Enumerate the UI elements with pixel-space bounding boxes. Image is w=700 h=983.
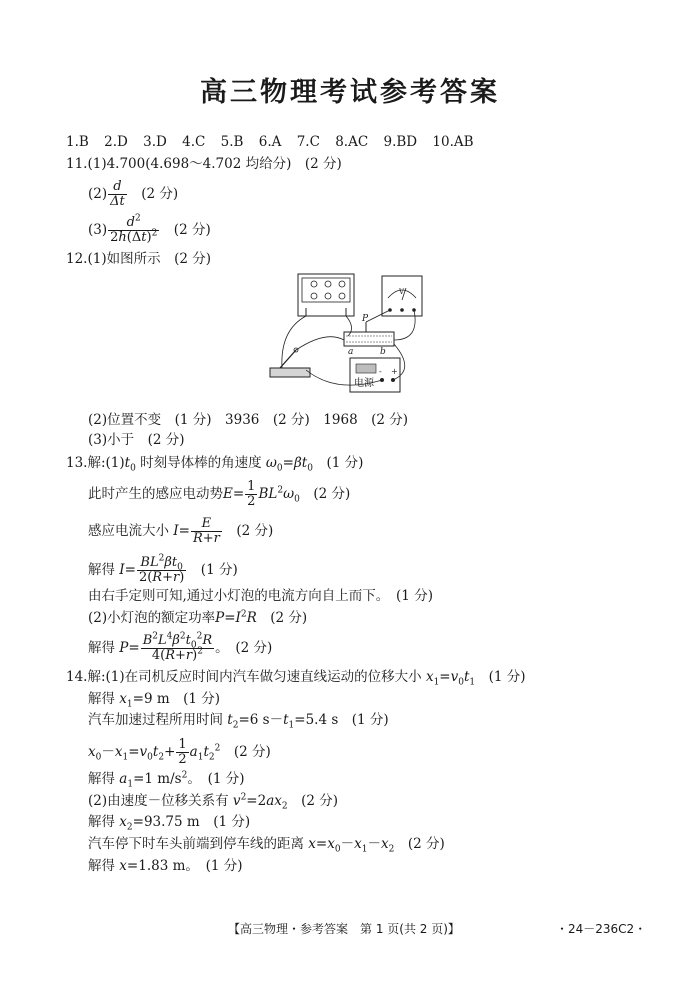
q11-line1: 11.(1)4.700(4.698～4.702 均给分) (2 分) (66, 156, 342, 172)
q14-line5: 解得 $a_1=1$ $m/s^2$。 (1 分) (88, 770, 245, 790)
power-supply-label: 电源 (354, 378, 374, 389)
q13-line2: 此时产生的感应电动势E= $\frac{1}{2}$ $BL^2\omega_0$ (2 分) (88, 479, 351, 509)
q14-line3: 汽车加速过程所用时间 $t_2=6$ $s-t_1=5.4$ s (1 分) (88, 712, 389, 731)
rheostat (344, 332, 394, 346)
mcq-answer: 2.D (104, 134, 128, 150)
meter-letter: V (399, 288, 405, 296)
q14-line1: 14.解:(1)在司机反应时间内汽车做匀速直线运动的位移大小 $x_1=v_0t_1$ (1 分) (66, 669, 526, 688)
q12-line2: (2)位置不变 (1 分) 3936 (2 分) 1968 (2 分) (88, 412, 409, 428)
q13-line4: 解得 I= $\frac{BL^2\beta t_0}{2(R+r)}$ (1 分) (88, 553, 238, 585)
switch-base (270, 368, 310, 377)
q14-line6: (2)由速度－位移关系有 $v^2=2ax_2$ (2 分) (88, 792, 339, 812)
q13-line3: 感应电流大小 I= $\frac{E}{R+r}$ (2 分) (88, 516, 274, 546)
mcq-answer: 9.BD (383, 134, 418, 150)
q11-line3: (3) $\frac{d^2}{2h(\Delta t)^2}$ (2 分) (88, 213, 211, 245)
mcq-answer: 1.B (66, 134, 89, 150)
q14-line2: 解得 $x_1=9$ m (1 分) (88, 691, 221, 710)
q13-line5: 由右手定则可知,通过小灯泡的电流方向自上而下。 (1 分) (88, 588, 433, 604)
fraction-d2-over-2h: $\frac{d^2}{2h(\Delta t)^2}$ (110, 213, 158, 245)
q14-line7: 解得 $x_2=93.75$ m (1 分) (88, 814, 251, 833)
page-title: 高三物理考试参考答案 (200, 77, 500, 108)
mcq-answer: 3.D (143, 134, 167, 150)
mcq-answer: 10.AB (432, 134, 474, 150)
fraction-d-over-dt: $\frac{d}{\Delta t}$ (110, 179, 125, 209)
terminal-a-label: a (348, 347, 354, 357)
circuit-figure (266, 270, 426, 398)
mcq-answer: 6.A (258, 134, 282, 150)
mcq-answer: 7.C (296, 134, 320, 150)
supply-plus: + (391, 367, 398, 376)
q11-line2: (2) $\frac{d}{\Delta t}$ (2 分) (88, 179, 179, 209)
slider-p-label: P (362, 314, 369, 324)
terminal-b-label: b (380, 347, 386, 357)
q13-line7: 解得 P= $\frac{B^2L^4\beta^2t_0^2R}{4(R+r)^2}$ 。 (2 分) (88, 631, 273, 663)
mcq-answers (66, 133, 485, 151)
mcq-answer: 5.B (220, 134, 244, 150)
q14-line8: 汽车停下时车头前端到停车线的距离 $x=x_0-x_1-x_2$ (2 分) (88, 836, 445, 855)
mcq-answer: 8.AC (335, 134, 369, 150)
footer-code: ・24－236C2・ (556, 922, 647, 936)
q14-line9: 解得 x=1.83 m。 (1 分) (88, 858, 243, 874)
q14-line4: $x_0-x_1=v_0t_2+$ $\frac{1}{2}$ $a_1t_2^2$ (2 分) (88, 737, 271, 767)
mcq-answer: 4.C (182, 134, 206, 150)
supply-minus: - (379, 367, 382, 376)
q13-line6: (2)小灯泡的额定功率$P=I^2R$ (2 分) (88, 609, 308, 626)
q12-line3: (3)小于 (2 分) (88, 432, 185, 448)
footer-page-info: 【高三物理・参考答案 第 1 页(共 2 页)】 (228, 922, 460, 936)
q13-line1: 13.解$:(1)t_0$ 时刻导体棒的角速度 $\omega_0=\beta t_0$ (1 分) (66, 455, 364, 474)
q12-line1: 12.(1)如图所示 (2 分) (66, 251, 212, 267)
